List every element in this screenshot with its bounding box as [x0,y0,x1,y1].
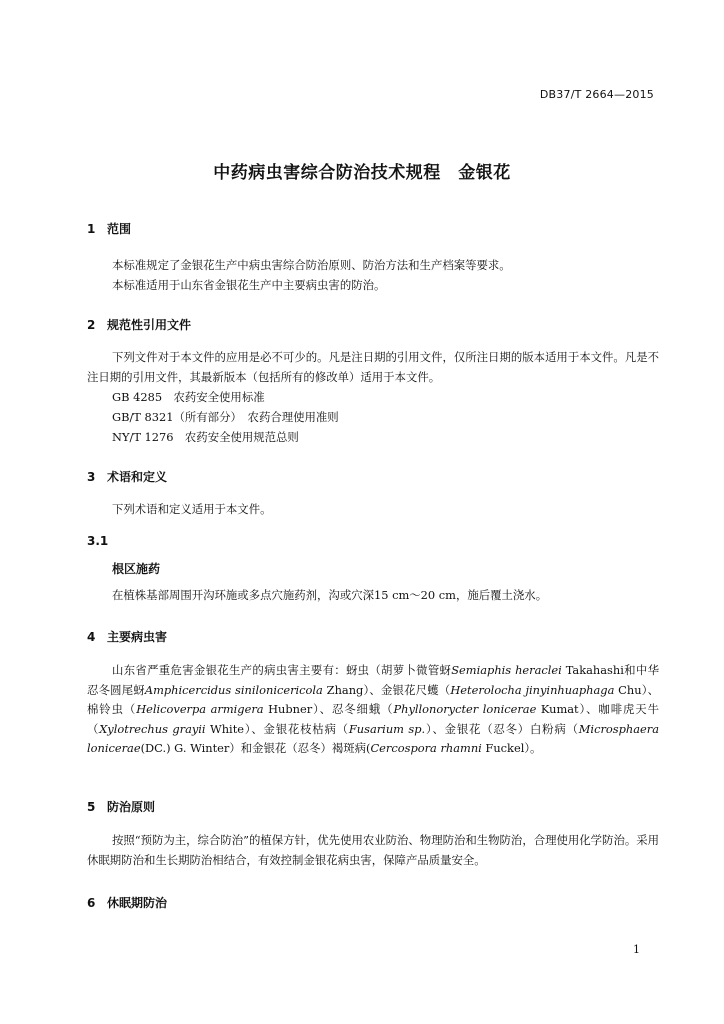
species-name: Cercospora rhamni [370,741,482,755]
section-number: 6 [87,896,96,910]
species-name: Phyllonorycter lonicerae [393,702,537,716]
document-code: DB37/T 2664—2015 [539,88,654,101]
page-number: 1 [633,943,640,956]
section-5-heading [87,798,155,815]
document-title: 中药病虫害综合防治技术规程 金银花 [213,163,511,183]
species-name: Xylotrechus grayii [99,721,206,736]
section-title: 范围 [107,222,132,236]
section-number: 2 [87,318,96,332]
section-title: 主要病虫害 [107,630,168,644]
section-number: 5 [87,800,96,814]
section-title: 规范性引用文件 [107,318,192,332]
pests-paragraph: 山东省严重危害金银花生产的病虫害主要有：蚜虫（胡萝卜微管蚜Semiaphis heraclei Takahashi和中华忍冬圆尾蚜Amphicercidus sinilonicericola Zhang）、金银花尺蠖（Heterolocha jinyinhuaphaga Chu）、棉铃虫（Helicoverpa armigera Hubner）、忍冬细蛾（Phyllonorycter lonicerae Kumat）、咖啡虎天牛（Xylotrechus grayii White）、金银花枝枯病（Fusarium sp.）、金银花（忍冬）白粉病（Microsphaera lonicerae(DC.) G. Winter）和金银花（忍冬）褐斑病(Cercospora rhamni Fuckel）。 [87,663,660,755]
clause-3-1-number [87,534,108,548]
section-number: 1 [87,222,96,236]
section-title: 防治原则 [107,800,156,814]
section-6-heading [87,894,167,911]
paragraph: 按照“预防为主，综合防治”的植保方针，优先使用农业防治、物理防治和生物防治，合理使用化学防治。采用休眠期防治和生长期防治相结合，有效控制金银花病虫害，保障产品质量安全。 [87,833,660,867]
species-name: Heterolocha jinyinhuaphaga [450,682,615,697]
section-4-heading [87,628,167,645]
paragraph: 下列文件对于本文件的应用是必不可少的。凡是注日期的引用文件，仅所注日期的版本适用于本文件。凡是不注日期的引用文件，其最新版本（包括所有的修改单）适用于本文件。 [87,350,659,384]
section-title: 术语和定义 [107,470,168,484]
species-name: Helicoverpa armigera [136,702,264,716]
species-name: Semiaphis heraclei [451,663,562,677]
normative-reference: NY/T 1276 农药安全使用规范总则 [112,430,299,444]
species-name: Microsphaera lonicerae [87,721,659,755]
section-number: 3 [87,470,96,484]
normative-reference: GB/T 8321（所有部分） 农药合理使用准则 [112,410,339,424]
paragraph: 本标准适用于山东省金银花生产中主要病虫害的防治。 [112,278,386,292]
paragraph: 本标准规定了金银花生产中病虫害综合防治原则、防治方法和生产档案等要求。 [112,258,511,272]
species-name: Amphicercidus sinilonicericola [144,682,323,697]
section-1-heading [87,220,131,237]
section-title: 休眠期防治 [107,896,168,910]
section-number: 3.1 [87,534,109,548]
section-3-heading [87,468,167,485]
term-definition: 在植株基部周围开沟环施或多点穴施药剂，沟或穴深15 cm～20 cm，施后覆土浇水。 [112,588,548,602]
normative-reference: GB 4285 农药安全使用标准 [112,390,265,404]
term-name: 根区施药 [112,562,161,576]
section-number: 4 [87,630,96,644]
paragraph: 下列术语和定义适用于本文件。 [112,502,272,516]
species-name: Fusarium sp. [348,721,426,736]
section-2-heading [87,316,191,333]
